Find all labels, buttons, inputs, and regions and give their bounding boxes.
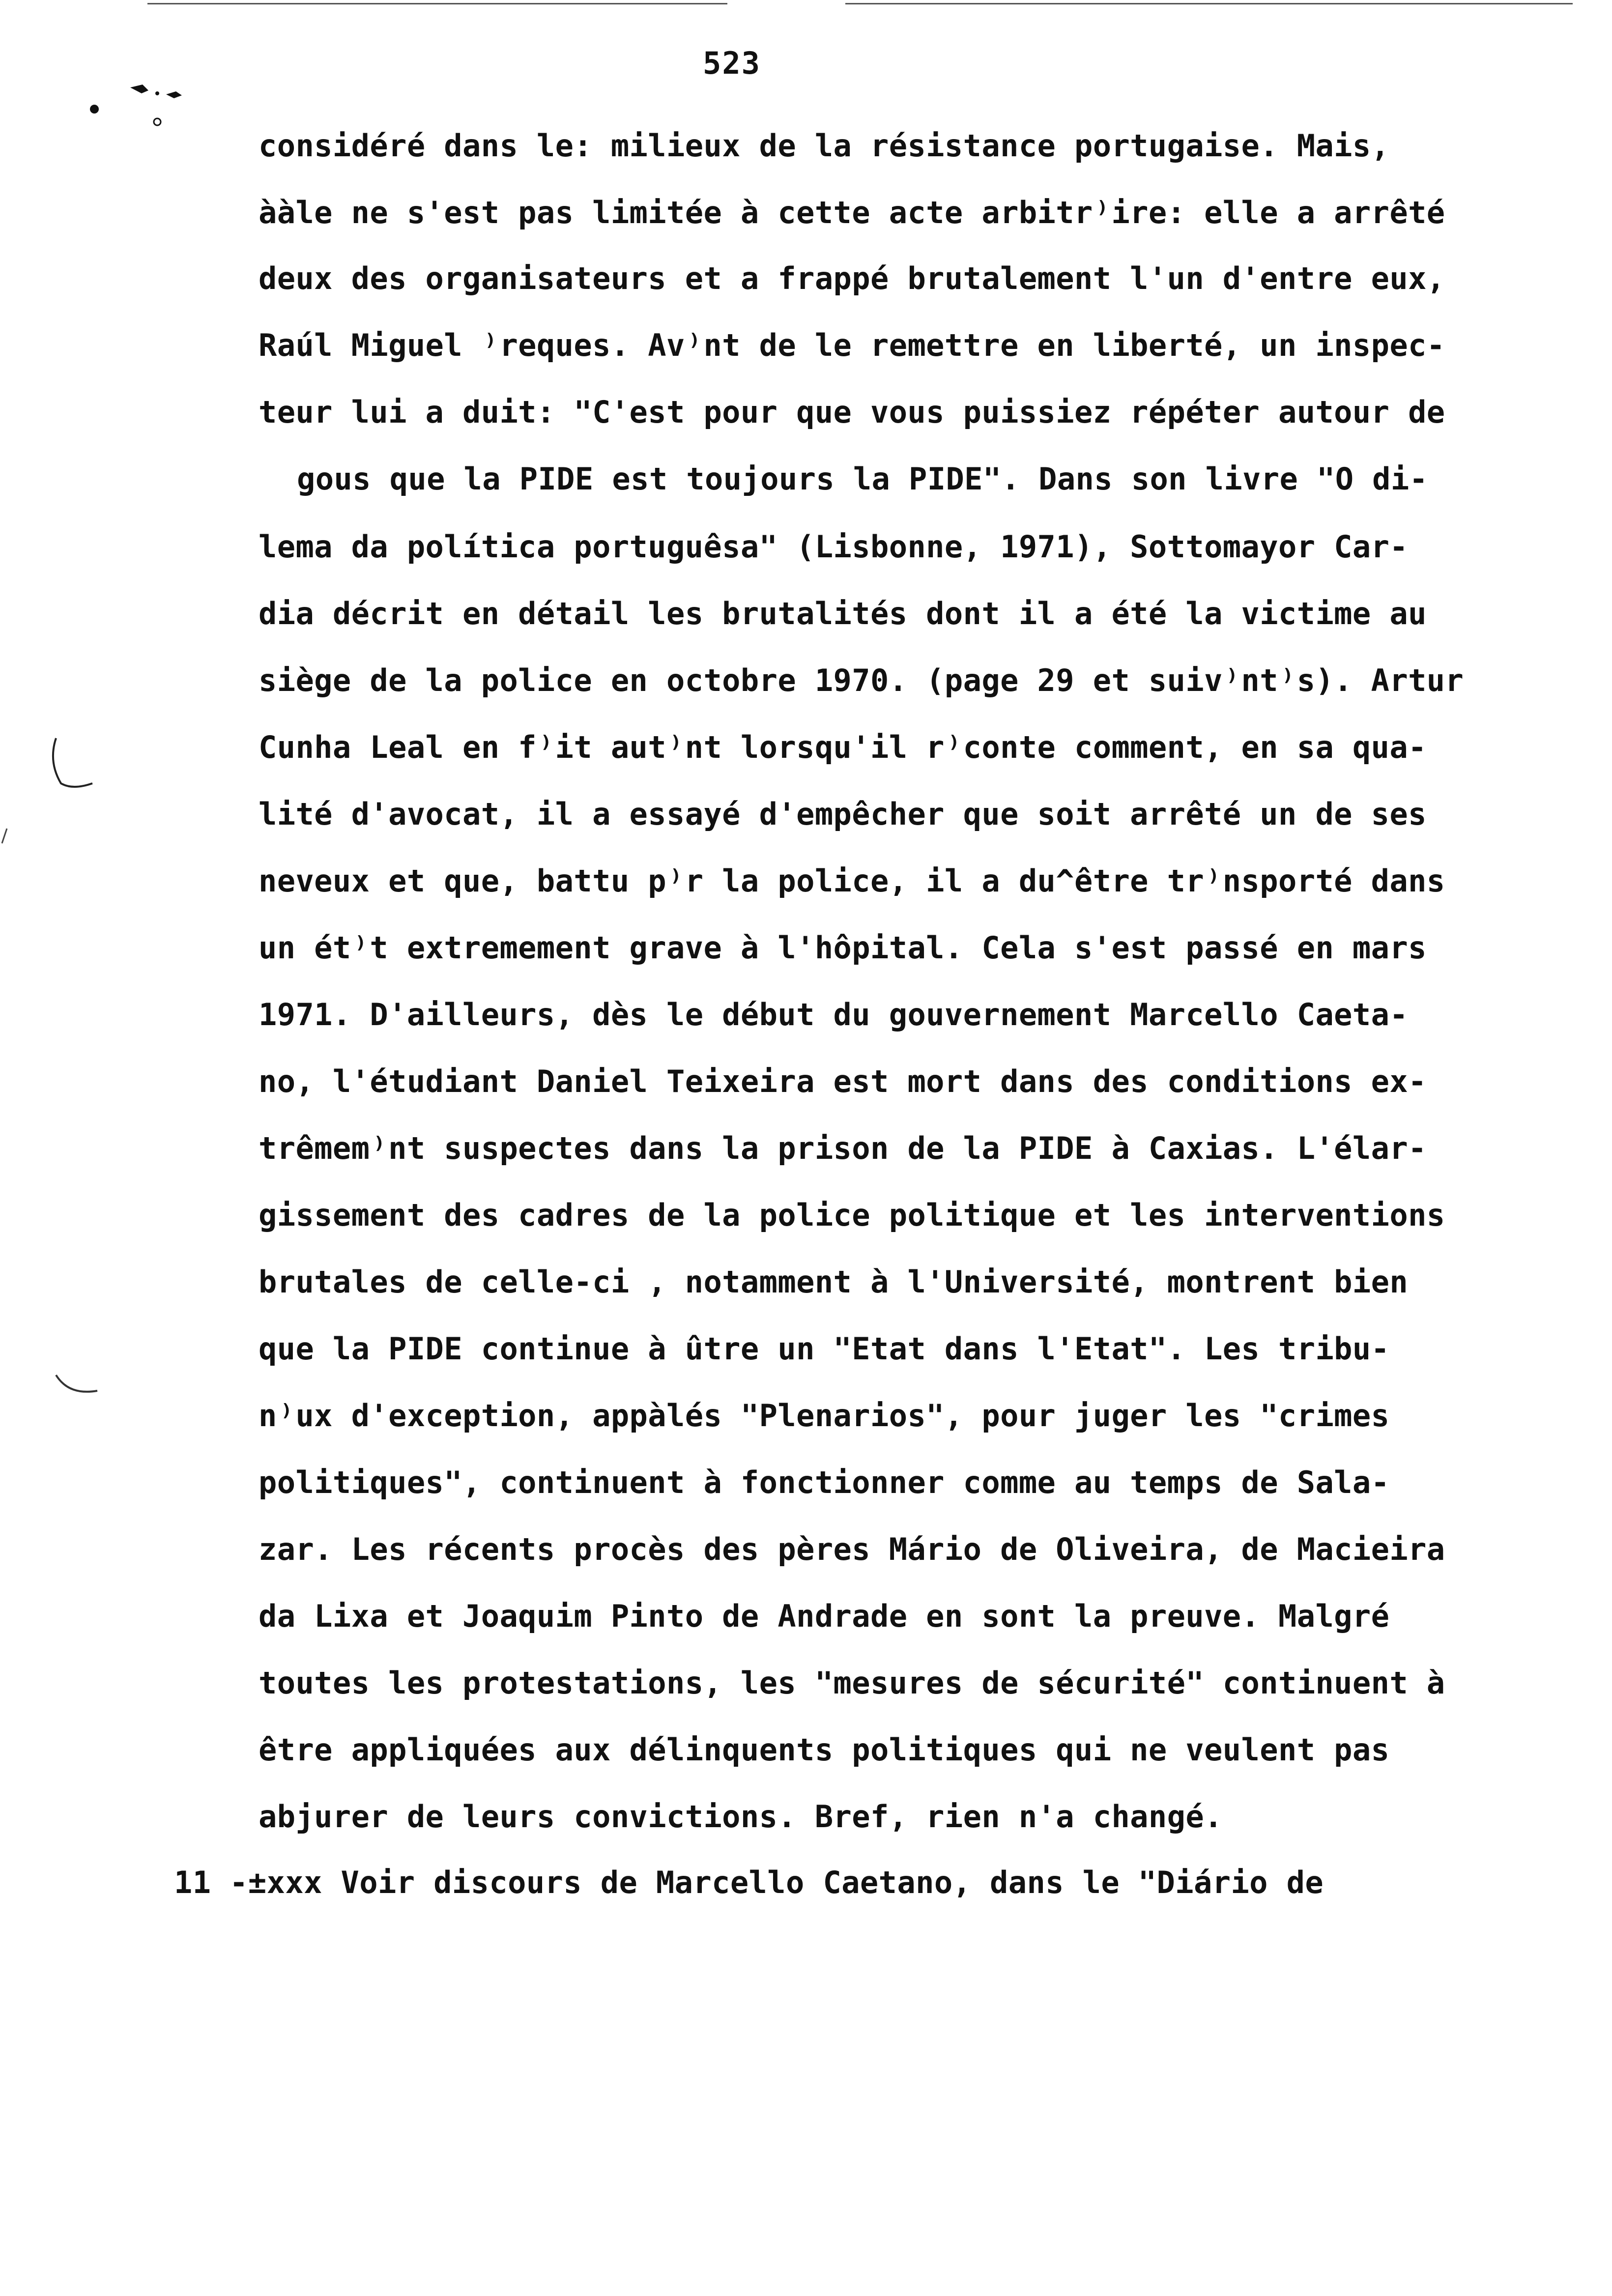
text-line: no, l'étudiant Daniel Teixeira est mort dans des conditions ex- [259,1063,1427,1099]
text-line: n⁾ux d'exception, appàlés "Plenarios", pour juger les "crimes [259,1398,1390,1434]
ink-blot-marks [84,74,211,128]
text-line: teur lui a duit: "C'est pour que vous puissiez répéter autour de [259,394,1445,430]
text-line: lité d'avocat, il a essayé d'empêcher que soit arrêté un de ses [259,796,1427,832]
text-line: que la PIDE continue à ûtre un "Etat dans l'Etat". Les tribu- [259,1331,1390,1367]
text-line: Cunha Leal en f⁾it aut⁾nt lorsqu'il r⁾conte comment, en sa qua- [259,729,1427,765]
text-line: siège de la police en octobre 1970. (page 29 et suiv⁾nt⁾s). Artur [259,662,1464,698]
scan-edge-rule [845,3,1573,4]
text-line: dia décrit en détail les brutalités dont il a été la victime au [259,596,1427,631]
text-line: gissement des cadres de la police politique et les interventions [259,1197,1445,1233]
text-line: deux des organisateurs et a frappé brutalement l'un d'entre eux, [259,260,1445,296]
text-line: zar. Les récents procès des pères Mário de Oliveira, de Macieira [259,1531,1445,1567]
text-line: brutales de celle-ci , notamment à l'Université, montrent bien [259,1264,1409,1300]
text-line: lema da política portuguêsa" (Lisbonne, 1971), Sottomayor Car- [259,529,1409,565]
scan-edge-rule [147,3,727,4]
text-line: considéré dans le: milieux de la résistance portugaise. Mais, [259,128,1390,164]
text-line: être appliquées aux délinquents politiques qui ne veulent pas [259,1732,1390,1768]
text-line: un ét⁾t extremement grave à l'hôpital. Cela s'est passé en mars [259,930,1427,966]
text-line: trêmem⁾nt suspectes dans la prison de la PIDE à Caxias. L'élar- [259,1130,1427,1166]
text-line: ààle ne s'est pas limitée à cette acte arbitr⁾ire: elle a arrêté [259,195,1445,230]
text-line: abjurer de leurs convictions. Bref, rien n'a changé. [259,1799,1223,1835]
text-line: politiques", continuent à fonctionner comme au temps de Sala- [259,1464,1390,1500]
text-line: Raúl Miguel ⁾reques. Av⁾nt de le remettre en liberté, un inspec- [259,327,1445,363]
text-line: toutes les protestations, les "mesures de sécurité" continuent à [259,1665,1445,1701]
text-line: neveux et que, battu p⁾r la police, il a du^être tr⁾nsporté dans [259,863,1445,899]
text-line: 1971. D'ailleurs, dès le début du gouvernement Marcello Caeta- [259,997,1409,1033]
margin-curve-mark [54,1371,103,1406]
margin-bracket-mark [47,732,101,796]
footnote-line: 11 -±xxx Voir discours de Marcello Caetano, dans le "Diário de [174,1865,1324,1900]
page-number: 523 [703,45,761,81]
edge-speck-mark [0,826,15,845]
text-line: da Lixa et Joaquim Pinto de Andrade en sont la preuve. Malgré [259,1598,1390,1634]
text-line: gous que la PIDE est toujours la PIDE". Dans son livre "O di- [297,461,1428,497]
